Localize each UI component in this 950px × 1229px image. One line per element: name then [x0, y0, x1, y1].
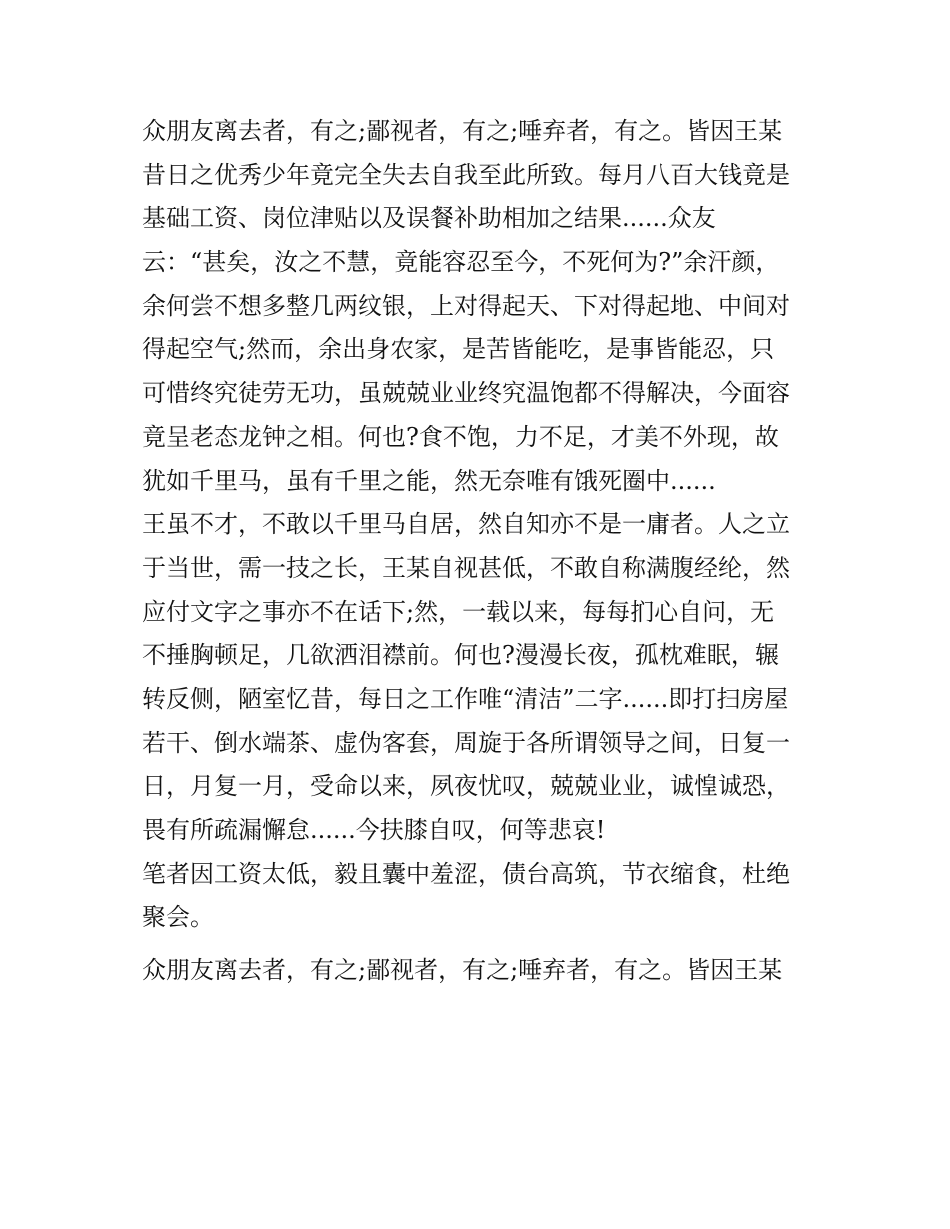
- document-body: [142, 110, 822, 993]
- text-line: 众朋友离去者，有之;鄙视者，有之;唾弃者，有之。皆因王某: [142, 117, 783, 145]
- text-line: 应付文字之事亦不在话下;然，一载以来，每每扪心自问，无: [142, 597, 775, 626]
- text-line: 不捶胸顿足，几欲洒泪襟前。何也?漫漫长夜，孤枕难眠，辗: [142, 641, 779, 670]
- text-line: 可惜终究徒劳无功，虽兢兢业业终究温饱都不得解决，今面容: [142, 379, 790, 408]
- text-line: 日，月复一月，受命以来，夙夜忧叹，兢兢业业，诚惶诚恐，: [142, 772, 790, 801]
- text-line: 王虽不才，不敢以千里马自居，然自知亦不是一庸者。人之立: [142, 510, 790, 539]
- text-line: 若干、倒水端茶、虚伪客套，周旋于各所谓领导之间，日复一: [142, 728, 790, 757]
- paragraph-gap: [142, 940, 822, 949]
- text-line: 基础工资、岗位津贴以及误餐补助相加之结果......众友: [142, 204, 716, 233]
- text-line: 得起空气;然而，余出身农家，是苦皆能吃，是事皆能忍，只: [142, 335, 775, 364]
- text-line: 竟呈老态龙钟之相。何也?食不饱，力不足，才美不外现，故: [142, 422, 779, 451]
- text-line: 众朋友离去者，有之;鄙视者，有之;唾弃者，有之。皆因王某: [142, 956, 783, 985]
- text-line: 畏有所疏漏懈怠......今扶膝自叹，何等悲哀!: [142, 816, 606, 844]
- text-line: 聚会。: [142, 903, 214, 932]
- text-line: 转反侧，陋室忆昔，每日之工作唯“清洁”二字......即打扫房屋: [142, 684, 789, 713]
- text-line: 云：“甚矣，汝之不慧，竟能容忍至今，不死何为?”余汗颜，: [142, 248, 780, 277]
- text-line: 于当世，需一技之长，王某自视甚低，不敢自称满腹经纶，然: [142, 553, 790, 582]
- text-line: 犹如千里马，虽有千里之能，然无奈唯有饿死圈中......: [142, 466, 716, 495]
- text-line: 昔日之优秀少年竟完全失去自我至此所致。每月八百大钱竟是: [142, 160, 790, 189]
- text-line: 余何尝不想多整几两纹银，上对得起天、下对得起地、中间对: [142, 291, 790, 320]
- text-line: 笔者因工资太低，毅且囊中羞涩，债台高筑，节衣缩食，杜绝: [142, 859, 790, 888]
